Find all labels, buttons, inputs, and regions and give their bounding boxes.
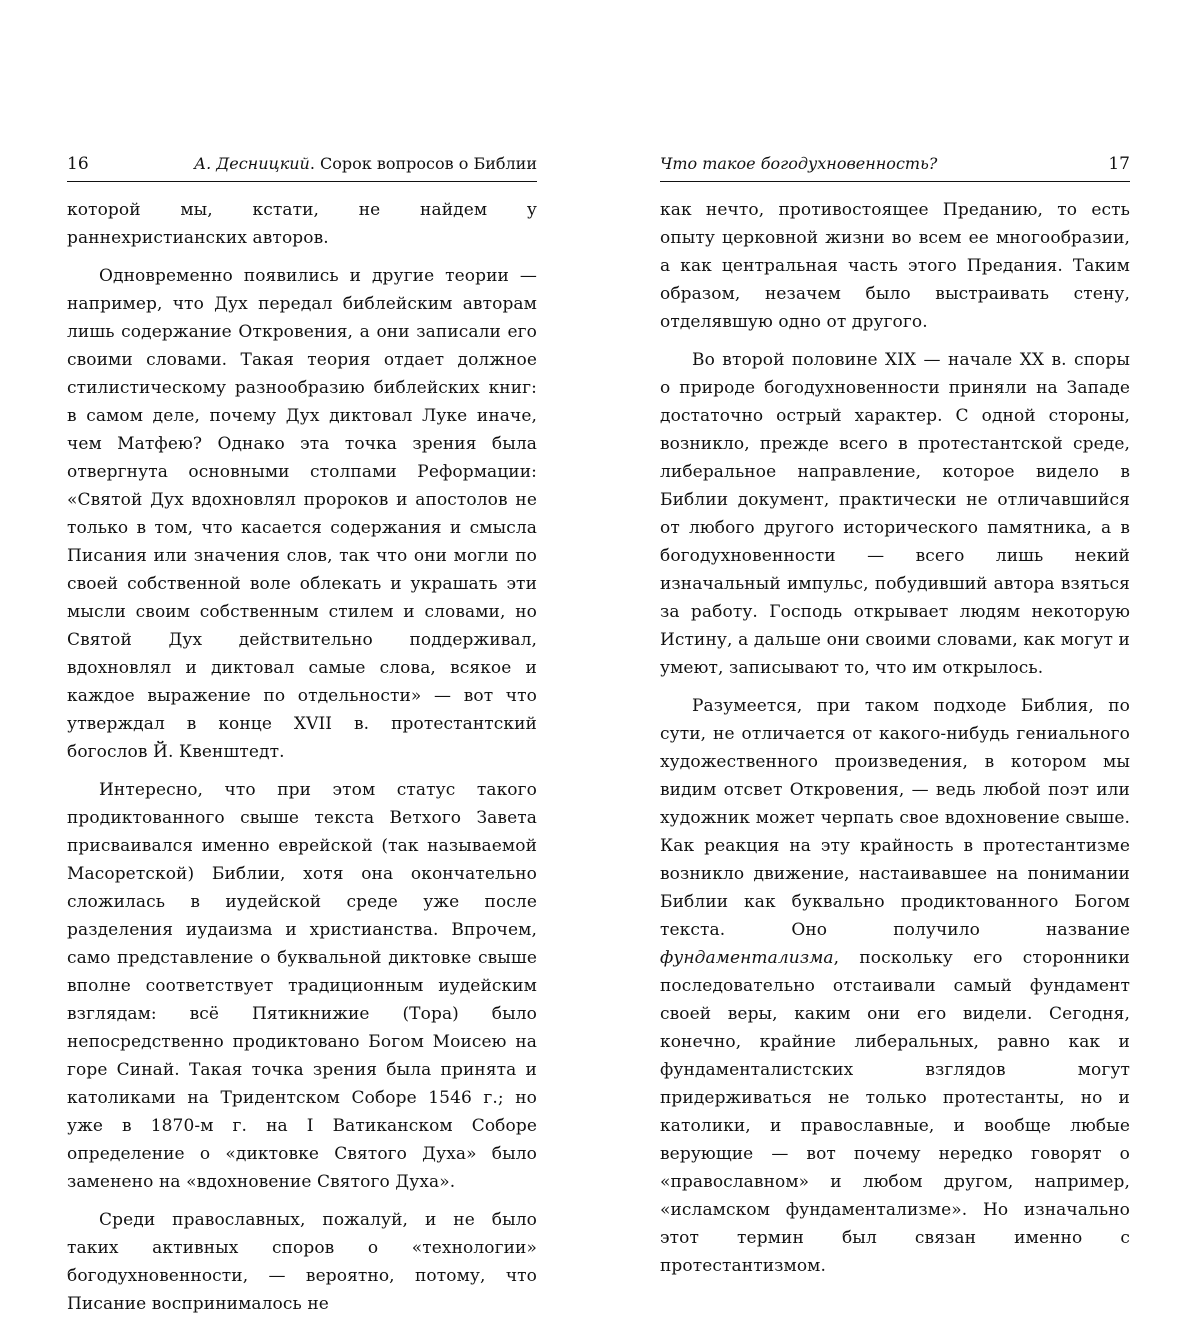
left-header-author: А. Десницкий (193, 154, 310, 173)
left-header-book-title: Сорок вопросов о Библии (320, 154, 537, 173)
paragraph: Среди православных, пожалуй, и не было таких активных споров о «технологии» богодухновенности, — вероятно, потому, что Писание воспринималось не (67, 1210, 537, 1314)
left-header-title-block (194, 152, 537, 176)
left-page (67, 152, 537, 1318)
right-page (660, 152, 1130, 1280)
left-page-text (67, 196, 537, 1318)
right-running-head (660, 152, 1130, 182)
paragraph: Одновременно появились и другие теории — например, что Дух передал библейским авторам лишь содержание Откровения, а они записали его своими словами. Такая теория отдает должное стилистическому разнообразию библейских книг: в самом деле, почему Дух диктовал Луке иначе, чем Матфею? Однако эта точка зрения была отвергнута основными столпами Реформации: «Святой Дух вдохновлял пророков и апостолов не только в том, что касается содержания и смысла Писания или значения слов, так что они могли по своей собственной воле облекать и украшать эти мысли своим собственным стилем и словами, но Святой Дух действительно поддерживал, вдохновлял и диктовал самые слова, всякое и каждое выражение по отдельности» — вот что утверждал в конце XVII в. протестантский богослов Й. Квенштедт. (67, 266, 537, 762)
right-page-number: 17 (1108, 154, 1130, 174)
paragraph-part: , поскольку его сторонники последовательно отстаивали самый фундамент своей веры, каким они его видели. Сегодня, конечно, крайние либеральных, равно как и фундаменталистских взглядов могут придерживаться не только протестанты, но и католики, и православные, и вообще любые верующие — вот почему нередко говорят о «православном» и любом другом, например, «исламском фундаментализме». Но изначально этот термин был связан именно с протестантизмом. (660, 948, 1130, 1276)
italic-term: фундаментализма (660, 948, 834, 968)
left-header-separator: . (309, 154, 321, 173)
paragraph: Интересно, что при этом статус такого продиктованного свыше текста Ветхого Завета присваивался именно еврейской (так называемой Масоретской) Библии, хотя она окончательно сложилась в иудейской среде уже после разделения иудаизма и христианства. Впрочем, само представление о буквальной диктовке свыше вполне соответствует традиционным иудейским взглядам: всё Пятикнижие (Тора) было непосредственно продиктовано Богом Моисею на горе Синай. Такая точка зрения была принята и католиками на Тридентском Соборе 1546 г.; но уже в 1870-м г. на I Ватиканском Соборе определение о «диктовке Святого Духа» было заменено на «вдохновение Святого Духа». (67, 780, 537, 1192)
left-running-head (67, 152, 537, 182)
paragraph-part: Разумеется, при таком подходе Библия, по сути, не отличается от какого-нибудь гениального художественного произведения, в котором мы видим отсвет Откровения, — ведь любой поэт или художник может черпать свое вдохновение свыше. Как реакция на эту крайность в протестантизме возникло движение, настаивавшее на понимании Библии как буквально продиктованного Богом текста. Оно получило название (660, 696, 1130, 940)
right-page-text (660, 196, 1130, 1280)
left-page-number: 16 (67, 154, 89, 174)
paragraph: которой мы, кстати, не найдем у раннехристианских авторов. (67, 200, 537, 248)
right-header-chapter-title: Что такое богодухновенность? (660, 154, 938, 173)
paragraph: как нечто, противостоящее Преданию, то есть опыту церковной жизни во всем ее многообразии, а как центральная часть этого Предания. Таким образом, незачем было выстраивать стену, отделявшую одно от другого. (660, 200, 1130, 332)
paragraph-with-term (660, 692, 1130, 1280)
paragraph: Во второй половине XIX — начале XX в. споры о природе богодухновенности приняли на Западе достаточно острый характер. С одной стороны, возникло, прежде всего в протестантской среде, либеральное направление, которое видело в Библии документ, практически не отличавшийся от любого другого исторического памятника, а в богодухновенности — всего лишь некий изначальный импульс, побудивший автора взяться за работу. Господь открывает людям некоторую Истину, а дальше они своими словами, как могут и умеют, записывают то, что им открылось. (660, 350, 1130, 678)
